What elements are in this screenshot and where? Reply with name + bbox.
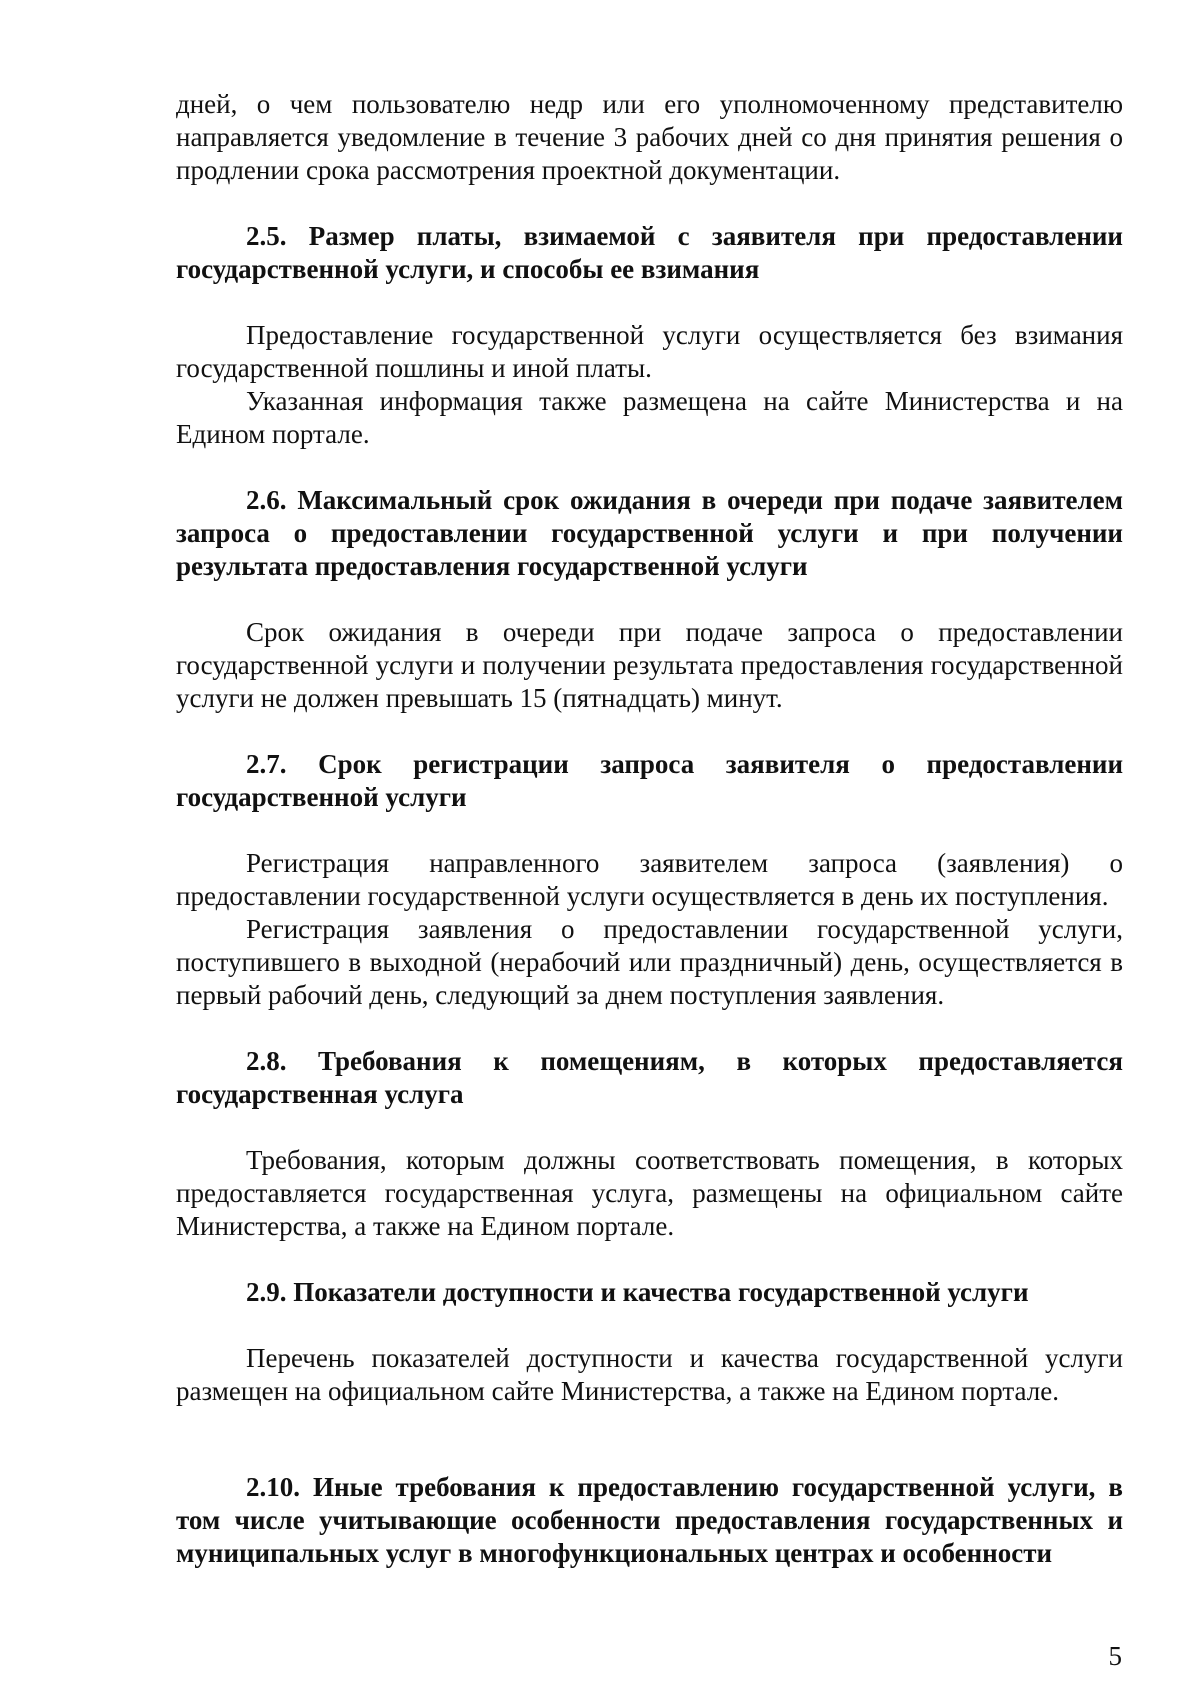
- paragraph-2-7-registration: Регистрация направленного заявителем запроса (заявления) о предоставлении государственной услуги осуществляется в день их поступления.: [176, 848, 1123, 911]
- document-body: [176, 88, 1123, 1570]
- heading-2-5: 2.5. Размер платы, взимаемой с заявителя при предоставлении государственной услуги, и способы ее взимания: [176, 221, 1123, 284]
- heading-2-10: 2.10. Иные требования к предоставлению государственной услуги, в том числе учитывающие особенности предоставления государственных и муниципальных услуг в многофункциональных центрах и особенности: [176, 1472, 1123, 1568]
- paragraph-2-8-premises: Требования, которым должны соответствовать помещения, в которых предоставляется государственная услуга, размещены на официальном сайте Министерства, а также на Едином портале.: [176, 1145, 1123, 1241]
- paragraph-2-5-fee: Предоставление государственной услуги осуществляется без взимания государственной пошлины и иной платы.: [176, 320, 1123, 383]
- paragraph-continuation: дней, о чем пользователю недр или его уполномоченному представителю направляется уведомление в течение 3 рабочих дней со дня принятия решения о продлении срока рассмотрения проектной документации.: [176, 89, 1123, 185]
- paragraph-2-9-indicators: Перечень показателей доступности и качества государственной услуги размещен на официальном сайте Министерства, а также на Едином портале.: [176, 1343, 1123, 1406]
- heading-2-8: 2.8. Требования к помещениям, в которых предоставляется государственная услуга: [176, 1046, 1123, 1109]
- heading-2-9: 2.9. Показатели доступности и качества государственной услуги: [246, 1277, 1029, 1307]
- paragraph-2-7-holiday: Регистрация заявления о предоставлении государственной услуги, поступившего в выходной (нерабочий или праздничный) день, осуществляется в первый рабочий день, следующий за днем поступления заявления.: [176, 914, 1123, 1010]
- paragraph-2-6-wait: Срок ожидания в очереди при подаче запроса о предоставлении государственной услуги и получении результата предоставления государственной услуги не должен превышать 15 (пятнадцать) минут.: [176, 617, 1123, 713]
- paragraph-2-5-info: Указанная информация также размещена на сайте Министерства и на Едином портале.: [176, 386, 1123, 449]
- heading-2-7: 2.7. Срок регистрации запроса заявителя о предоставлении государственной услуги: [176, 749, 1123, 812]
- page-number: 5: [1108, 1641, 1122, 1671]
- heading-2-6: 2.6. Максимальный срок ожидания в очереди при подаче заявителем запроса о предоставлении государственной услуги и при получении результата предоставления государственной услуги: [176, 485, 1123, 581]
